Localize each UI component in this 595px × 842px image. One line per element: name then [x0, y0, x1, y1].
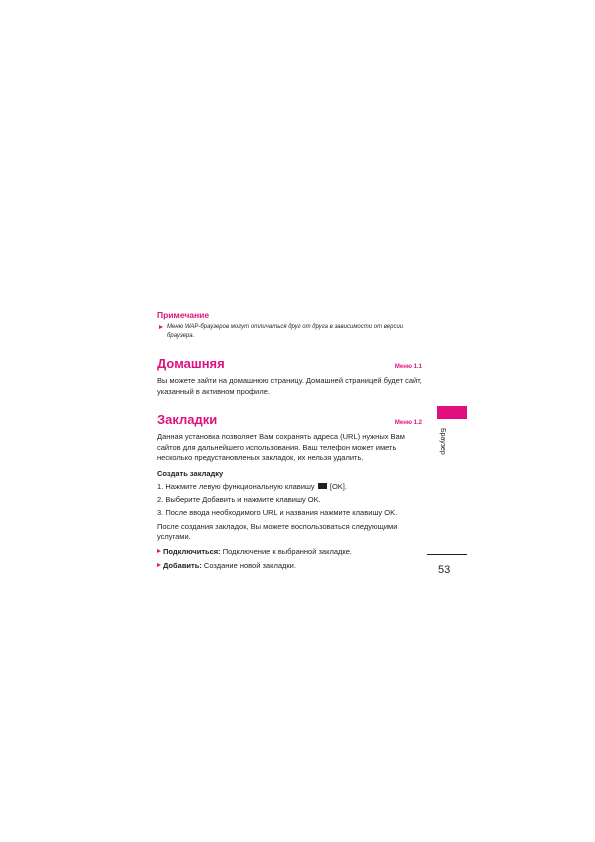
triangle-bullet-icon [157, 563, 161, 567]
home-title: Домашняя [157, 356, 225, 371]
bookmarks-intro: Данная установка позволяет Вам сохранять адреса (URL) нужных Вам сайтов для дальнейшего использования. Ваш телефон может иметь несколько предустановленых закладок, их нельзя удалить. [157, 432, 405, 462]
step-1-text: 1. Нажмите левую функциональную клавишу [157, 481, 315, 491]
home-text: Вы можете зайти на домашнюю страницу. Домашней страницей будет сайт, указанный в активном профиле. [157, 376, 422, 396]
bookmarks-title: Закладки [157, 412, 218, 427]
triangle-bullet-icon [157, 549, 161, 553]
bookmarks-after: После создания закладок, Вы можете воспользоваться следующими услугами. [157, 521, 398, 541]
step-1-suffix: [OK]. [329, 481, 347, 491]
service-name: Подключиться: [163, 546, 221, 556]
triangle-bullet-icon [159, 325, 163, 329]
home-menu-code: Меню 1.1 [394, 364, 422, 370]
note-block [157, 310, 422, 341]
service-name: Добавить: [163, 560, 202, 570]
home-section-header [157, 356, 422, 372]
note-item [157, 323, 422, 341]
create-bookmark-heading: Создать закладку [157, 468, 224, 478]
page-number: 53 [438, 564, 451, 576]
chapter-tab [437, 406, 467, 419]
bookmarks-section-header [157, 412, 422, 428]
bookmarks-menu-code: Меню 1.2 [394, 420, 422, 426]
page-number-rule [427, 554, 467, 555]
note-item-text: Меню WAP-браузеров могут отличаться друг от друга в зависимости от версии браузера. [167, 324, 404, 339]
service-item [157, 561, 422, 571]
service-desc: Подключение к выбранной закладке. [222, 546, 353, 556]
step-2: 2. Выберите Добавить и нажмите клавишу OK. [157, 494, 321, 504]
chapter-label: Браузер [439, 428, 446, 455]
soft-key-icon [318, 483, 327, 489]
step-1 [157, 482, 422, 492]
page-content [157, 310, 422, 571]
service-desc: Создание новой закладки. [203, 560, 296, 570]
note-title: Примечание [157, 310, 210, 320]
service-item [157, 547, 422, 557]
step-3: 3. После ввода необходимого URL и названия нажмите клавишу OK. [157, 507, 398, 517]
